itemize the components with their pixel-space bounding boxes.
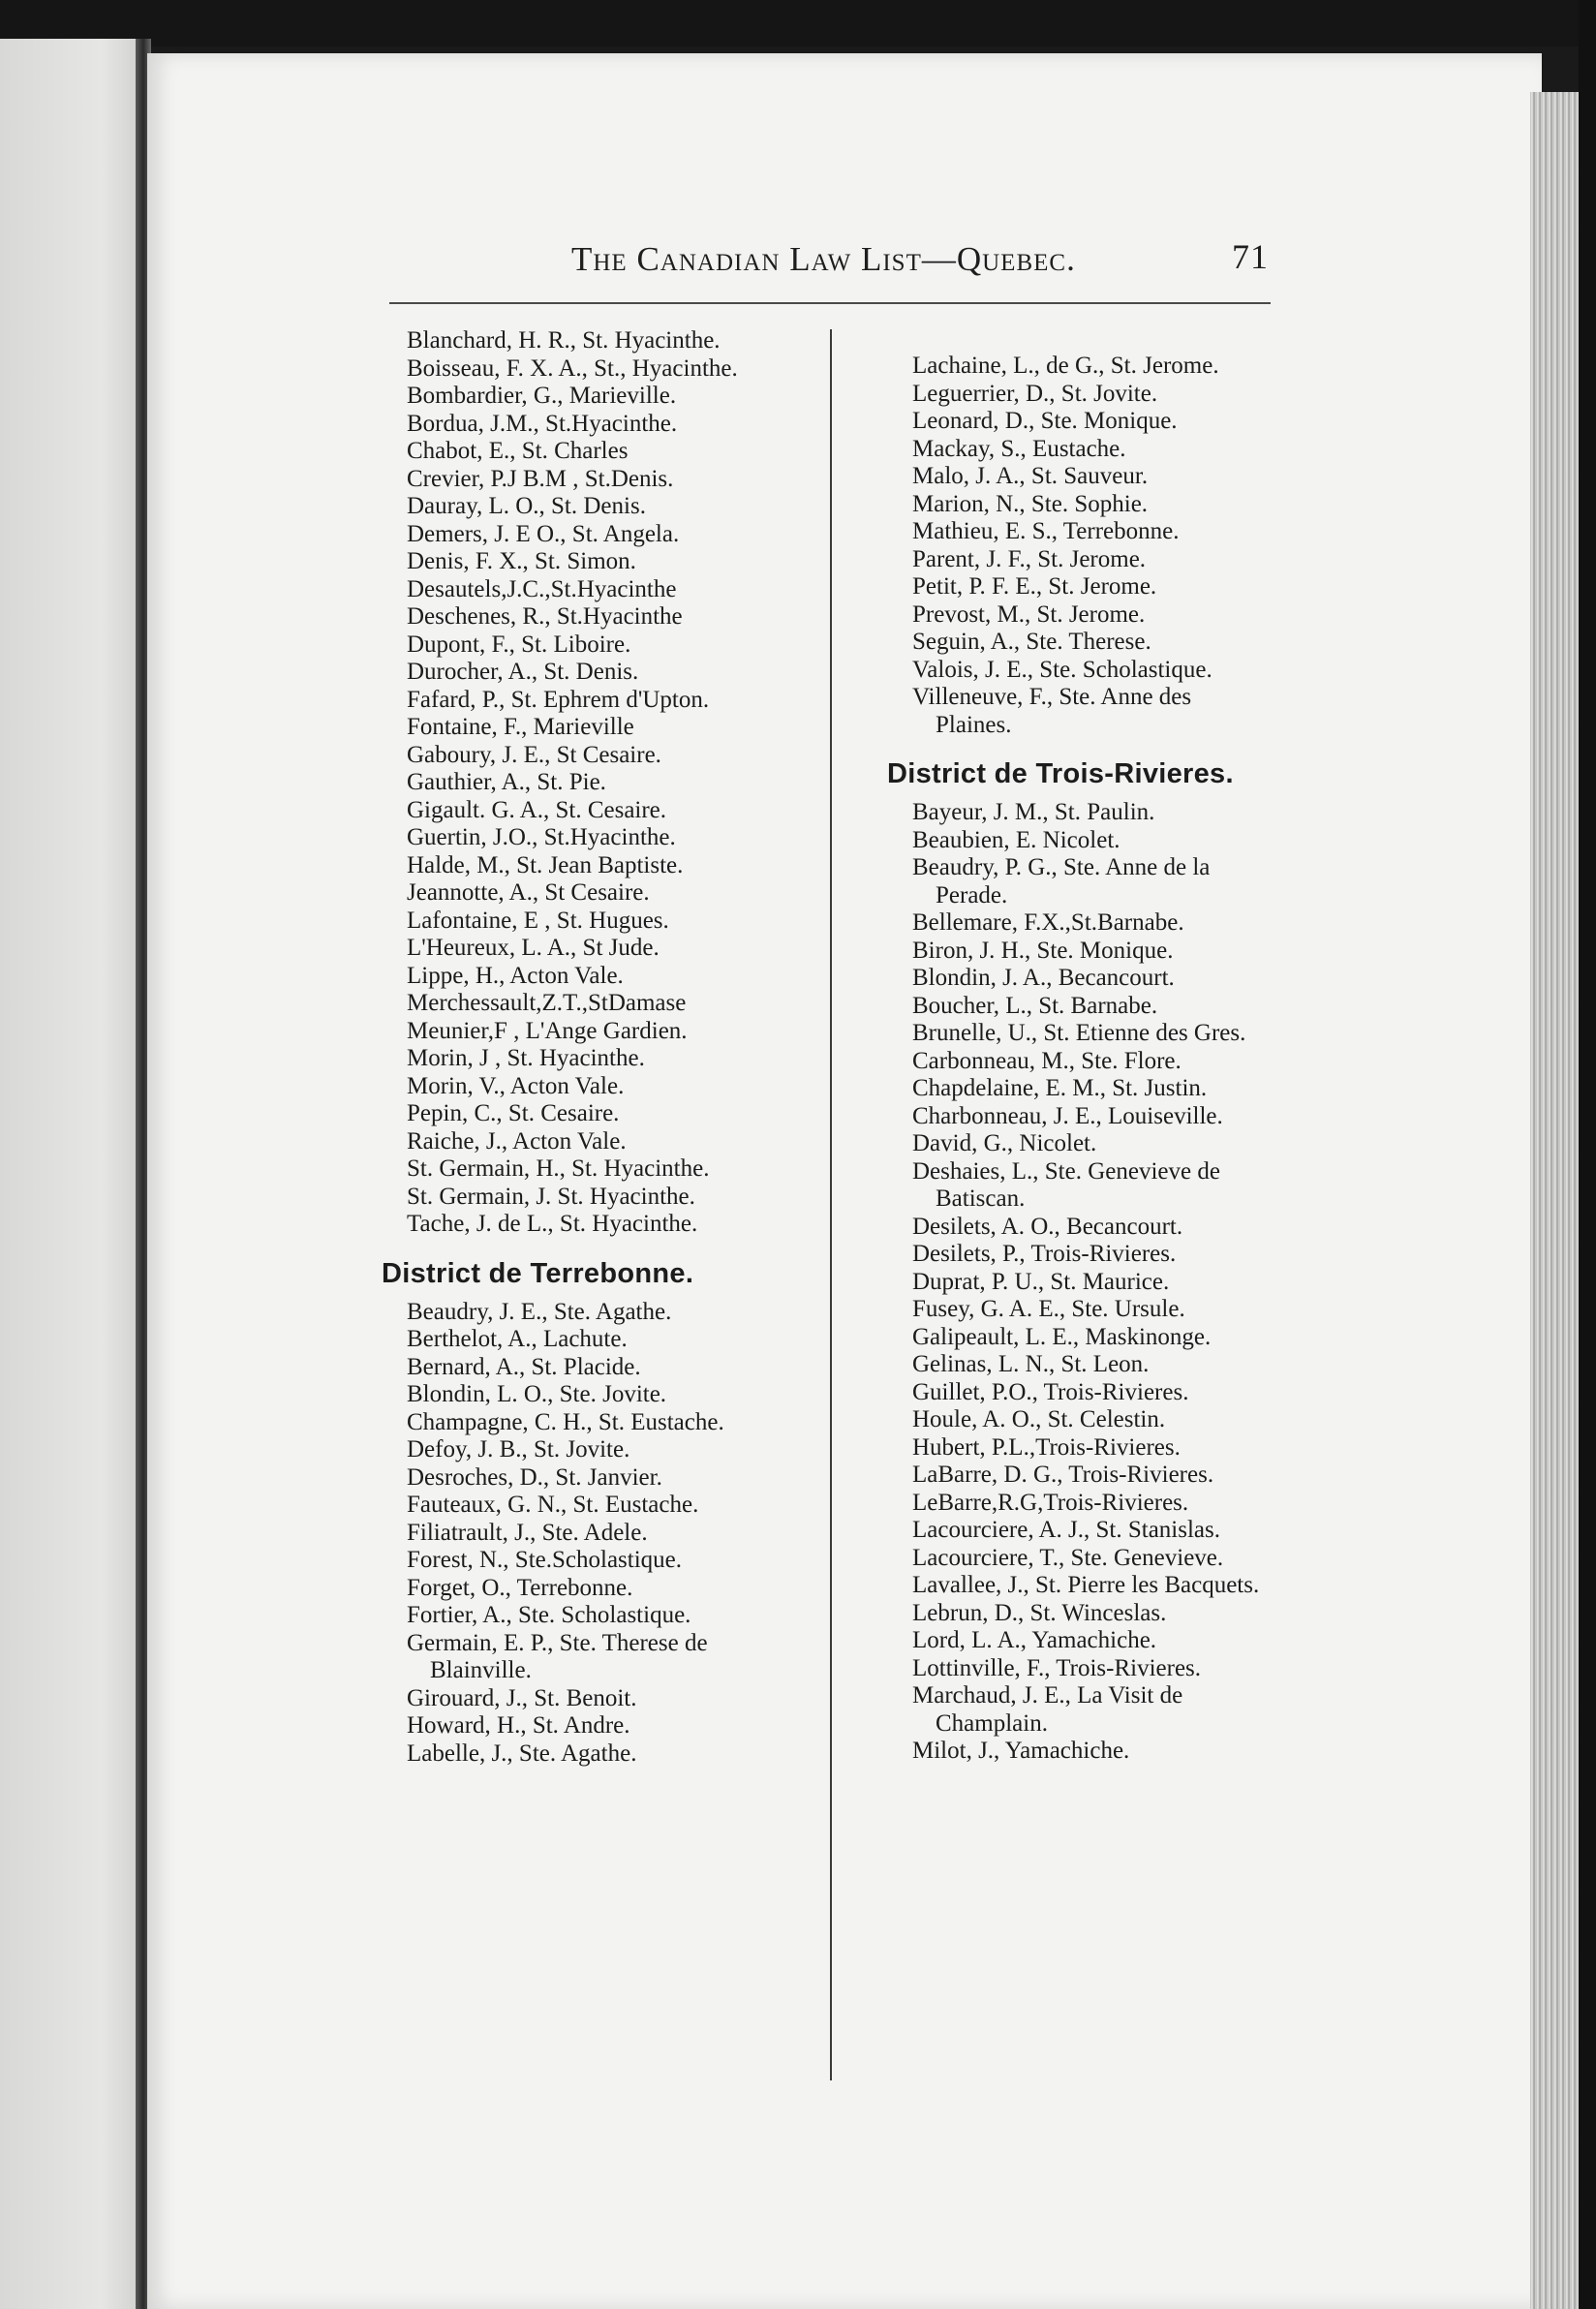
lawyer-entry: Lord, L. A., Yamachiche. bbox=[912, 1627, 1157, 1653]
lawyer-entry: Seguin, A., Ste. Therese. bbox=[912, 629, 1151, 655]
lawyer-entry: Milot, J., Yamachiche. bbox=[912, 1738, 1130, 1764]
lawyer-entry: Deschenes, R., St.Hyacinthe bbox=[407, 603, 683, 630]
lawyer-entry: Galipeault, L. E., Maskinonge. bbox=[912, 1323, 1212, 1350]
lawyer-entry: Marion, N., Ste. Sophie. bbox=[912, 490, 1149, 517]
column-divider bbox=[830, 329, 832, 2080]
lawyer-entry: Deshaies, L., Ste. Genevieve de Batiscan. bbox=[912, 1157, 1220, 1212]
lawyer-entry: St. Germain, J. St. Hyacinthe. bbox=[407, 1183, 695, 1210]
lawyer-entry: Raiche, J., Acton Vale. bbox=[407, 1127, 627, 1154]
lawyer-entry: Gelinas, L. N., St. Leon. bbox=[912, 1351, 1150, 1377]
lawyer-entry: Blanchard, H. R., St. Hyacinthe. bbox=[407, 327, 721, 354]
lawyer-entry: Girouard, J., St. Benoit. bbox=[407, 1684, 637, 1711]
lawyer-entry: Petit, P. F. E., St. Jerome. bbox=[912, 573, 1157, 600]
left-column bbox=[382, 327, 784, 1768]
lawyer-entry: Forget, O., Terrebonne. bbox=[407, 1574, 633, 1601]
lawyer-entry: Lebrun, D., St. Winceslas. bbox=[912, 1599, 1167, 1626]
lawyer-entry: Guillet, P.O., Trois-Rivieres. bbox=[912, 1378, 1189, 1405]
lawyer-entry: Merchessault,Z.T.,StDamase bbox=[407, 990, 687, 1016]
lawyer-entry: Howard, H., St. Andre. bbox=[407, 1712, 630, 1739]
lawyer-entry: Crevier, P.J B.M , St.Denis. bbox=[407, 465, 674, 492]
lawyer-entry: Parent, J. F., St. Jerome. bbox=[912, 545, 1147, 572]
lawyer-entry: Jeannotte, A., St Cesaire. bbox=[407, 879, 650, 906]
right-column bbox=[887, 353, 1261, 1766]
lawyer-entry: Fortier, A., Ste. Scholastique. bbox=[407, 1602, 691, 1628]
lawyer-entry: Charbonneau, J. E., Louiseville. bbox=[912, 1102, 1223, 1129]
lawyer-entry: Guertin, J.O., St.Hyacinthe. bbox=[407, 824, 676, 850]
lawyer-entry: Beaudry, P. G., Ste. Anne de la Perade. bbox=[912, 854, 1211, 908]
lawyer-entry: Chabot, E., St. Charles bbox=[407, 438, 629, 464]
lawyer-entry: Gaboury, J. E., St Cesaire. bbox=[407, 741, 661, 768]
lawyer-entry: Carbonneau, M., Ste. Flore. bbox=[912, 1047, 1182, 1074]
lawyer-entry: LeBarre,R.G,Trois-Rivieres. bbox=[912, 1489, 1189, 1516]
lawyer-entry: Demers, J. E O., St. Angela. bbox=[407, 520, 680, 547]
lawyer-entry: Champagne, C. H., St. Eustache. bbox=[407, 1408, 724, 1435]
lawyer-entry: Labelle, J., Ste. Agathe. bbox=[407, 1739, 637, 1767]
lawyer-entry: Bordua, J.M., St.Hyacinthe. bbox=[407, 410, 678, 437]
header-rule bbox=[389, 302, 1271, 304]
lawyer-entry: Morin, J , St. Hyacinthe. bbox=[407, 1045, 645, 1071]
lawyer-entry: Prevost, M., St. Jerome. bbox=[912, 600, 1146, 628]
scan-background-top bbox=[0, 0, 1596, 46]
lawyer-entry: Blondin, L. O., Ste. Jovite. bbox=[407, 1381, 667, 1407]
facing-page-edge bbox=[0, 39, 145, 2309]
lawyer-entry: Desautels,J.C.,St.Hyacinthe bbox=[407, 575, 677, 602]
lawyer-entry: Lavallee, J., St. Pierre les Bacquets. bbox=[912, 1572, 1260, 1598]
lawyer-entry: Lippe, H., Acton Vale. bbox=[407, 962, 624, 989]
lawyer-entry: Desilets, P., Trois-Rivieres. bbox=[912, 1241, 1177, 1267]
lawyer-entry: LaBarre, D. G., Trois-Rivieres. bbox=[912, 1462, 1214, 1488]
lawyer-entry: Leguerrier, D., St. Jovite. bbox=[912, 380, 1158, 407]
lawyer-entry: Bellemare, F.X.,St.Barnabe. bbox=[912, 909, 1184, 936]
lawyer-entry: Leonard, D., Ste. Monique. bbox=[912, 408, 1178, 434]
lawyer-entry: Lacourciere, A. J., St. Stanislas. bbox=[912, 1517, 1220, 1543]
scan-background-right bbox=[1579, 0, 1596, 2309]
lawyer-entry: Dupont, F., St. Liboire. bbox=[407, 631, 631, 658]
lawyer-entry: Meunier,F , L'Ange Gardien. bbox=[407, 1017, 688, 1044]
lawyer-entry: Valois, J. E., Ste. Scholastique. bbox=[912, 656, 1212, 683]
lawyer-entry: Filiatrault, J., Ste. Adele. bbox=[407, 1519, 648, 1546]
lawyer-entry: Lottinville, F., Trois-Rivieres. bbox=[912, 1654, 1202, 1681]
lawyer-entry: Houle, A. O., St. Celestin. bbox=[912, 1406, 1166, 1432]
lawyer-entry: Dauray, L. O., St. Denis. bbox=[407, 493, 646, 519]
lawyer-entry: Brunelle, U., St. Etienne des Gres. bbox=[912, 1020, 1246, 1046]
lawyer-entry: Lachaine, L., de G., St. Jerome. bbox=[912, 353, 1219, 379]
lawyer-entry: Desilets, A. O., Becancourt. bbox=[912, 1213, 1183, 1240]
lawyer-entry: Bombardier, G., Marieville. bbox=[407, 383, 677, 409]
district-heading: District de Terrebonne. bbox=[382, 1257, 694, 1289]
lawyer-entry: Bayeur, J. M., St. Paulin. bbox=[912, 799, 1155, 825]
lawyer-entry: Gauthier, A., St. Pie. bbox=[407, 769, 606, 795]
lawyer-entry: Germain, E. P., Ste. Therese de Blainville. bbox=[407, 1629, 708, 1683]
lawyer-entry: Morin, V., Acton Vale. bbox=[407, 1072, 625, 1099]
lawyer-entry: Mackay, S., Eustache. bbox=[912, 435, 1126, 462]
lawyer-entry: Bernard, A., St. Placide. bbox=[407, 1353, 641, 1380]
lawyer-entry: Halde, M., St. Jean Baptiste. bbox=[407, 851, 684, 878]
lawyer-entry: Boisseau, F. X. A., St., Hyacinthe. bbox=[407, 354, 738, 382]
lawyer-entry: Biron, J. H., Ste. Monique. bbox=[912, 937, 1174, 964]
lawyer-entry: Duprat, P. U., St. Maurice. bbox=[912, 1268, 1170, 1295]
lawyer-entry: Pepin, C., St. Cesaire. bbox=[407, 1100, 620, 1126]
lawyer-entry: Chapdelaine, E. M., St. Justin. bbox=[912, 1075, 1208, 1101]
page-header bbox=[571, 236, 1269, 285]
lawyer-entry: Marchaud, J. E., La Visit de Champlain. bbox=[912, 1682, 1183, 1737]
lawyer-entry: Berthelot, A., Lachute. bbox=[407, 1326, 628, 1352]
page-number: 71 bbox=[1232, 237, 1269, 276]
lawyer-entry: Lacourciere, T., Ste. Genevieve. bbox=[912, 1544, 1224, 1571]
lawyer-entry: Malo, J. A., St. Sauveur. bbox=[912, 463, 1149, 489]
district-heading: District de Trois-Rivieres. bbox=[887, 758, 1234, 789]
lawyer-entry: Mathieu, E. S., Terrebonne. bbox=[912, 518, 1180, 544]
lawyer-entry: Fontaine, F., Marieville bbox=[407, 714, 634, 740]
lawyer-entry: St. Germain, H., St. Hyacinthe. bbox=[407, 1155, 710, 1182]
lawyer-entry: Defoy, J. B., St. Jovite. bbox=[407, 1436, 630, 1462]
lawyer-entry: Lafontaine, E , St. Hugues. bbox=[407, 907, 669, 934]
lawyer-entry: Desroches, D., St. Janvier. bbox=[407, 1463, 662, 1491]
lawyer-entry: Blondin, J. A., Becancourt. bbox=[912, 965, 1175, 991]
lawyer-entry: Beaudry, J. E., Ste. Agathe. bbox=[407, 1298, 672, 1325]
lawyer-entry: Gigault. G. A., St. Cesaire. bbox=[407, 796, 667, 823]
lawyer-entry: Durocher, A., St. Denis. bbox=[407, 659, 639, 685]
lawyer-entry: Fusey, G. A. E., Ste. Ursule. bbox=[912, 1296, 1185, 1322]
lawyer-entry: Fafard, P., St. Ephrem d'Upton. bbox=[407, 686, 710, 713]
lawyer-entry: Hubert, P.L.,Trois-Rivieres. bbox=[912, 1433, 1181, 1461]
page-sheet bbox=[147, 53, 1542, 2309]
lawyer-entry: Tache, J. de L., St. Hyacinthe. bbox=[407, 1211, 698, 1237]
lawyer-entry: Boucher, L., St. Barnabe. bbox=[912, 992, 1158, 1019]
lawyer-entry: Beaubien, E. Nicolet. bbox=[912, 826, 1120, 853]
lawyer-entry: L'Heureux, L. A., St Jude. bbox=[407, 935, 660, 961]
lawyer-entry: David, G., Nicolet. bbox=[912, 1130, 1097, 1156]
lawyer-entry: Denis, F. X., St. Simon. bbox=[407, 548, 636, 574]
lawyer-entry: Forest, N., Ste.Scholastique. bbox=[407, 1547, 683, 1573]
lawyer-entry: Fauteaux, G. N., St. Eustache. bbox=[407, 1492, 699, 1518]
page-stack-edge bbox=[1530, 92, 1579, 2309]
running-title: The Canadian Law List—Quebec. bbox=[571, 240, 1076, 278]
lawyer-entry: Villeneuve, F., Ste. Anne des Plaines. bbox=[912, 684, 1192, 738]
